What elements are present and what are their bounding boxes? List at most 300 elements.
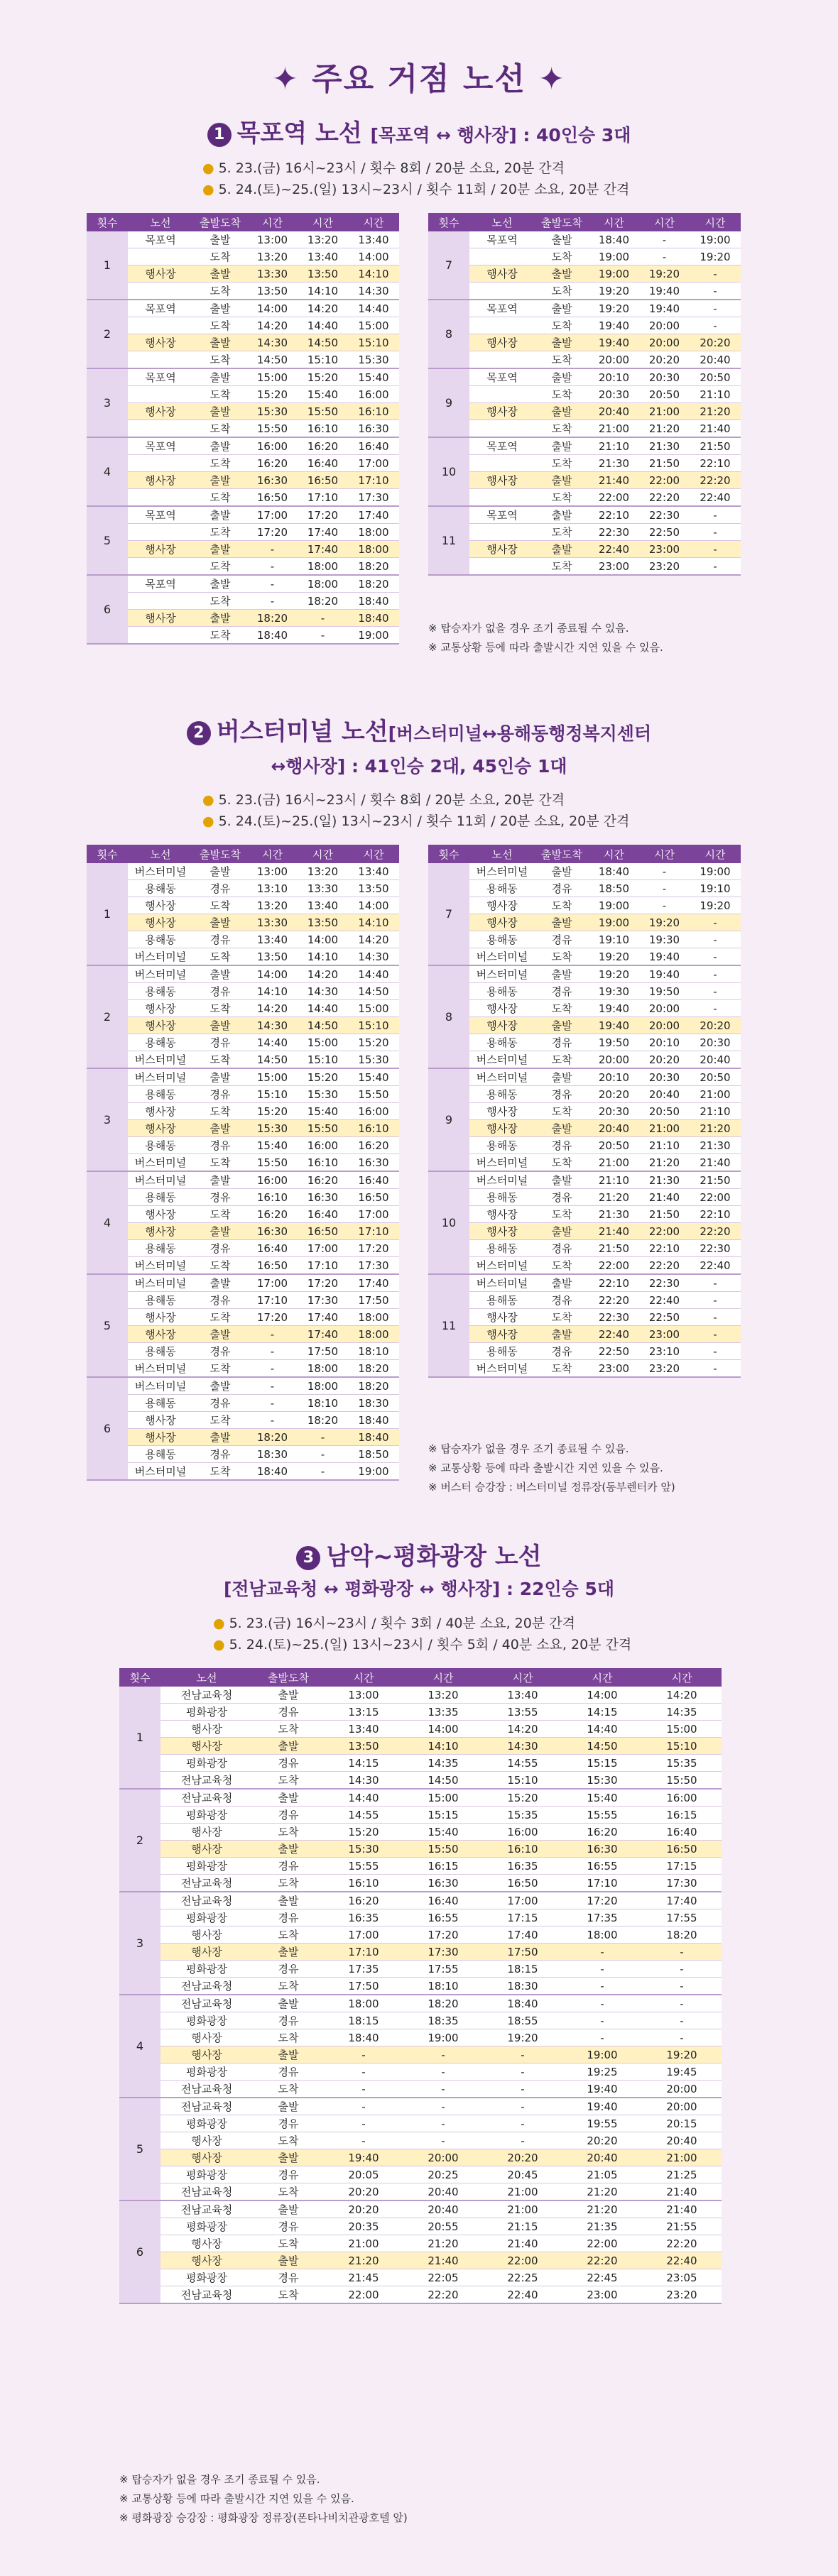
table-row [87, 283, 399, 300]
table-cell: 18:50 [348, 1446, 399, 1463]
table-row [87, 1412, 399, 1429]
table-cell: 16:10 [298, 1154, 348, 1172]
info-text: 5. 23.(금) 16시~23시 / 횟수 3회 / 40분 소요, 20분 간격 [229, 1616, 575, 1631]
table-row [87, 317, 399, 334]
table-cell: 15:30 [247, 403, 298, 420]
table-row [428, 897, 741, 914]
table-cell: 16:35 [324, 1909, 403, 1926]
note-line: ※ 평화광장 승강장 : 평화광장 정류장(폰타나비치관광호텔 앞) [119, 2511, 408, 2524]
table-cell: 경유 [535, 1137, 589, 1154]
table-cell: 버스터미널 [128, 1463, 193, 1481]
table-row [428, 1000, 741, 1017]
table-cell: 19:55 [562, 2115, 642, 2132]
table-cell: 출발 [535, 1223, 589, 1240]
table-cell: 행사장 [128, 897, 193, 914]
table-cell: 16:55 [403, 1909, 483, 1926]
table-cell: 14:50 [403, 1772, 483, 1790]
table-cell: 15:10 [642, 1738, 722, 1755]
table-cell: 17:35 [324, 1961, 403, 1978]
table-row [87, 1274, 399, 1292]
info-line [202, 811, 629, 832]
table-cell: 17:55 [642, 1909, 722, 1926]
table-cell: 버스터미널 [128, 1154, 193, 1172]
table-cell: 19:50 [589, 1034, 639, 1051]
table-row [87, 420, 399, 438]
table-row [428, 1343, 741, 1360]
table-cell: 19:20 [589, 300, 639, 317]
column-header: 횟수 [428, 845, 469, 863]
column-header: 노선 [469, 845, 535, 863]
table-row [119, 1961, 722, 1978]
table-cell: 22:00 [589, 489, 639, 507]
table-cell: 전남교육청 [160, 1772, 253, 1790]
table-row [87, 300, 399, 317]
table-row [87, 610, 399, 627]
table-cell: 22:05 [403, 2269, 483, 2286]
table-cell: 22:10 [690, 455, 741, 472]
table-cell: 20:40 [589, 1120, 639, 1137]
column-header: 시간 [247, 213, 298, 231]
table-cell: 19:40 [589, 317, 639, 334]
table-row [428, 541, 741, 558]
table-cell: 도착 [535, 386, 589, 403]
table-cell: 도착 [253, 1772, 324, 1790]
table-cell: 15:20 [247, 1103, 298, 1120]
table-cell: 14:40 [298, 317, 348, 334]
table-cell: 행사장 [128, 1412, 193, 1429]
table-cell: 21:00 [589, 420, 639, 438]
table-cell: 14:20 [247, 1000, 298, 1017]
table-cell: 출발 [253, 2252, 324, 2269]
section-2-notes [428, 1440, 675, 1497]
column-header: 시간 [639, 845, 690, 863]
table-cell: 14:40 [324, 1789, 403, 1807]
table-cell: 16:10 [247, 1189, 298, 1206]
trip-number: 2 [87, 965, 128, 1068]
table-cell: 14:00 [562, 1687, 642, 1704]
table-cell: 17:40 [348, 1274, 399, 1292]
table-cell: 17:40 [642, 1892, 722, 1909]
table-cell: 18:10 [298, 1395, 348, 1412]
table-cell: 15:00 [298, 1034, 348, 1051]
table-row [428, 1154, 741, 1172]
table-cell: 14:15 [562, 1704, 642, 1721]
table-cell: 용해동 [469, 1240, 535, 1257]
table-cell: - [403, 2098, 483, 2115]
table-row [87, 863, 399, 880]
note-line: ※ 탑승자가 없을 경우 조기 종료될 수 있음. [428, 622, 629, 635]
trip-number: 3 [87, 1068, 128, 1171]
table-row [87, 1137, 399, 1154]
table-cell: - [562, 1944, 642, 1961]
table-cell: 경유 [193, 1086, 247, 1103]
table-cell: 버스터미널 [469, 1360, 535, 1378]
column-header: 출발도착 [535, 845, 589, 863]
table-row [87, 351, 399, 369]
table-cell: 23:00 [589, 1360, 639, 1378]
table-cell: 18:15 [324, 2012, 403, 2029]
table-row [87, 1068, 399, 1086]
table-cell: 16:20 [348, 1137, 399, 1154]
trip-number: 6 [119, 2200, 160, 2303]
route-1-timetable-right [428, 213, 741, 576]
table-cell: 14:20 [642, 1687, 722, 1704]
table-cell: - [403, 2081, 483, 2098]
table-cell [469, 351, 535, 369]
table-row [87, 1395, 399, 1412]
table-cell: - [298, 610, 348, 627]
table-cell: 도착 [253, 1926, 324, 1944]
table-cell: 21:00 [642, 2149, 722, 2166]
table-cell: 버스터미널 [128, 1068, 193, 1086]
table-cell: 도착 [193, 627, 247, 645]
table-cell: 22:00 [639, 1223, 690, 1240]
table-cell: 도착 [253, 2235, 324, 2252]
table-cell: 15:20 [298, 1068, 348, 1086]
table-cell: 15:30 [348, 1051, 399, 1069]
table-row [87, 1360, 399, 1378]
table-row [428, 1017, 741, 1034]
table-row [119, 2115, 722, 2132]
table-cell: 16:30 [247, 472, 298, 489]
table-cell: - [483, 2081, 562, 2098]
section-2-title [0, 716, 838, 783]
route-3-timetable [119, 1668, 722, 2304]
table-cell: 버스터미널 [469, 1257, 535, 1275]
table-cell: 행사장 [160, 2132, 253, 2149]
table-row [87, 265, 399, 283]
table-cell: 15:40 [247, 1137, 298, 1154]
table-cell: 도착 [253, 1875, 324, 1892]
section-1-notes [428, 619, 663, 657]
table-cell: 17:20 [247, 524, 298, 541]
table-cell: 버스터미널 [128, 1171, 193, 1189]
table-cell: - [247, 541, 298, 558]
table-cell: 13:55 [483, 1704, 562, 1721]
table-cell: 22:20 [589, 1292, 639, 1309]
note-line: ※ 교통상황 등에 따라 출발시간 지연 있을 수 있음. [428, 641, 663, 654]
trip-number: 1 [87, 231, 128, 300]
route-1-timetable-left [87, 213, 399, 645]
table-cell: 16:50 [642, 1841, 722, 1858]
table-cell: 22:30 [589, 524, 639, 541]
table-cell: 17:30 [298, 1292, 348, 1309]
table-cell: 평화광장 [160, 2063, 253, 2081]
table-cell: 16:10 [348, 403, 399, 420]
table-cell: 행사장 [469, 897, 535, 914]
column-header: 노선 [469, 213, 535, 231]
section-2-subtitle-2: ↔행사장] : 41인승 2대, 45인승 1대 [271, 756, 567, 777]
table-cell: 23:20 [639, 1360, 690, 1378]
table-cell: 21:40 [483, 2235, 562, 2252]
table-cell: 22:45 [562, 2269, 642, 2286]
table-cell: 17:30 [348, 1257, 399, 1275]
table-cell: 출발 [535, 403, 589, 420]
table-cell: 21:50 [639, 455, 690, 472]
table-cell [128, 524, 193, 541]
info-text: 5. 23.(금) 16시~23시 / 횟수 8회 / 20분 소요, 20분 간격 [218, 792, 565, 808]
table-cell: - [690, 265, 741, 283]
table-row [119, 1738, 722, 1755]
table-cell [128, 455, 193, 472]
table-cell: 행사장 [469, 403, 535, 420]
table-cell: 20:00 [589, 1051, 639, 1069]
table-cell: 18:40 [483, 1995, 562, 2012]
table-cell: 행사장 [160, 1738, 253, 1755]
table-cell: 16:00 [642, 1789, 722, 1807]
table-cell: 출발 [193, 300, 247, 317]
table-cell: 22:40 [690, 1257, 741, 1275]
table-cell: 19:00 [348, 1463, 399, 1481]
column-header: 노선 [128, 845, 193, 863]
table-cell: 19:00 [562, 2046, 642, 2063]
table-row [428, 1274, 741, 1292]
section-1-subtitle: [목포역 ↔ 행사장] : 40인승 3대 [370, 125, 631, 146]
table-cell: 16:20 [562, 1824, 642, 1841]
table-cell: 20:40 [589, 403, 639, 420]
column-header: 시간 [403, 1668, 483, 1687]
table-cell: 목포역 [469, 437, 535, 455]
column-header: 횟수 [87, 213, 128, 231]
table-cell: 21:20 [639, 1154, 690, 1172]
table-cell: 14:40 [247, 1034, 298, 1051]
table-cell: - [247, 1326, 298, 1343]
table-cell: 19:00 [589, 914, 639, 931]
table-cell: 22:40 [639, 1292, 690, 1309]
table-cell: 경유 [193, 1446, 247, 1463]
table-cell: 용해동 [469, 931, 535, 948]
table-cell: 도착 [193, 897, 247, 914]
table-cell: 경유 [253, 1755, 324, 1772]
table-cell: 20:40 [642, 2132, 722, 2149]
table-cell: 20:20 [483, 2149, 562, 2166]
table-cell: 20:30 [639, 368, 690, 386]
table-cell [469, 317, 535, 334]
table-cell: 15:10 [298, 1051, 348, 1069]
table-header-row [428, 845, 741, 863]
table-cell: 도착 [535, 455, 589, 472]
table-cell: 23:00 [639, 1326, 690, 1343]
table-cell: - [298, 1446, 348, 1463]
table-cell: 13:50 [247, 283, 298, 300]
table-cell: 20:00 [589, 351, 639, 369]
table-cell: 22:20 [562, 2252, 642, 2269]
column-header: 횟수 [428, 213, 469, 231]
table-cell: 22:10 [639, 1240, 690, 1257]
table-cell: 출발 [535, 965, 589, 983]
table-cell: 20:20 [324, 2183, 403, 2201]
table-cell: 도착 [535, 558, 589, 576]
table-row [119, 1824, 722, 1841]
table-cell: 18:00 [348, 524, 399, 541]
table-cell: 19:20 [483, 2029, 562, 2046]
table-cell: 20:00 [639, 317, 690, 334]
table-cell: 도착 [193, 420, 247, 438]
table-cell: - [690, 558, 741, 576]
table-cell: 14:35 [642, 1704, 722, 1721]
table-cell: 18:20 [348, 575, 399, 593]
table-cell: 경유 [193, 880, 247, 897]
table-cell: - [639, 248, 690, 265]
table-cell: - [690, 1309, 741, 1326]
table-cell: 용해동 [128, 1189, 193, 1206]
section-1-info [202, 158, 629, 200]
table-cell: 도착 [193, 283, 247, 300]
table-row [87, 1171, 399, 1189]
table-cell: 20:40 [690, 351, 741, 369]
table-cell: 17:10 [348, 472, 399, 489]
table-cell: - [562, 1995, 642, 2012]
table-cell: 14:30 [247, 1017, 298, 1034]
table-cell: 17:00 [348, 455, 399, 472]
table-cell: 행사장 [160, 1944, 253, 1961]
table-row [428, 231, 741, 248]
table-cell: 16:00 [298, 1137, 348, 1154]
table-cell: 용해동 [469, 1086, 535, 1103]
table-cell: 21:30 [589, 1206, 639, 1223]
table-cell: 14:50 [562, 1738, 642, 1755]
table-cell: 행사장 [128, 1000, 193, 1017]
table-cell: - [642, 2012, 722, 2029]
table-cell: 15:40 [298, 1103, 348, 1120]
table-cell: 용해동 [469, 880, 535, 897]
table-row [87, 1292, 399, 1309]
table-cell: 16:30 [348, 420, 399, 438]
table-cell: 13:30 [298, 880, 348, 897]
table-cell: 14:30 [298, 983, 348, 1000]
table-cell: 용해동 [469, 1292, 535, 1309]
table-row [87, 541, 399, 558]
table-cell: 21:50 [690, 437, 741, 455]
table-cell: 20:40 [690, 1051, 741, 1069]
table-cell: - [642, 1995, 722, 2012]
table-cell: 16:00 [247, 437, 298, 455]
table-cell: 행사장 [128, 1429, 193, 1446]
table-cell: 14:40 [562, 1721, 642, 1738]
table-cell: 14:10 [348, 914, 399, 931]
table-cell: 21:05 [562, 2166, 642, 2183]
table-cell: 21:40 [589, 472, 639, 489]
table-cell: 15:35 [483, 1807, 562, 1824]
table-cell: 20:40 [403, 2183, 483, 2201]
table-cell: 16:50 [348, 1189, 399, 1206]
table-row [87, 524, 399, 541]
table-cell: - [562, 2012, 642, 2029]
table-cell: 버스터미널 [469, 965, 535, 983]
column-header: 시간 [642, 1668, 722, 1687]
table-cell: 18:00 [324, 1995, 403, 2012]
section-2-number: 2 [187, 721, 211, 745]
table-cell: 경유 [253, 1807, 324, 1824]
table-cell: 행사장 [469, 1309, 535, 1326]
table-cell: 15:15 [562, 1755, 642, 1772]
table-cell: 19:20 [589, 948, 639, 966]
table-cell: 출발 [253, 1687, 324, 1704]
table-cell: 17:50 [324, 1978, 403, 1995]
table-row [428, 1240, 741, 1257]
info-text: 5. 24.(토)~25.(일) 13시~23시 / 횟수 5회 / 40분 소요, 20분 간격 [229, 1637, 632, 1653]
table-cell: 용해동 [469, 1034, 535, 1051]
table-cell: 21:55 [642, 2218, 722, 2235]
table-row [87, 506, 399, 524]
table-cell: 전남교육청 [160, 1687, 253, 1704]
table-cell: 경유 [535, 1292, 589, 1309]
table-cell: 13:20 [247, 897, 298, 914]
table-cell: 평화광장 [160, 1755, 253, 1772]
table-row [87, 897, 399, 914]
table-cell: 버스터미널 [469, 863, 535, 880]
table-cell: 행사장 [128, 1206, 193, 1223]
table-cell: 19:45 [642, 2063, 722, 2081]
table-cell: 행사장 [160, 2149, 253, 2166]
table-row [87, 1206, 399, 1223]
table-cell: 21:30 [639, 437, 690, 455]
table-header-row [87, 845, 399, 863]
table-cell: 행사장 [469, 334, 535, 351]
table-cell: 전남교육청 [160, 1978, 253, 1995]
table-cell: 출발 [193, 1068, 247, 1086]
table-cell: - [483, 2115, 562, 2132]
table-cell: 18:50 [589, 880, 639, 897]
table-header-row [87, 213, 399, 231]
table-row [428, 1257, 741, 1275]
table-cell: - [642, 1944, 722, 1961]
table-cell: 경유 [535, 983, 589, 1000]
trip-number: 5 [87, 506, 128, 575]
info-text: 5. 23.(금) 16시~23시 / 횟수 8회 / 20분 소요, 20분 간격 [218, 160, 565, 176]
table-row [428, 1309, 741, 1326]
table-cell: 15:00 [348, 317, 399, 334]
table-cell: 경유 [193, 1034, 247, 1051]
table-row [428, 368, 741, 386]
section-3-title-line [0, 1540, 838, 1573]
table-row [119, 1772, 722, 1790]
table-row [87, 948, 399, 966]
table-cell: 경유 [535, 1240, 589, 1257]
table-cell: 13:20 [298, 231, 348, 248]
table-cell: 16:40 [348, 1171, 399, 1189]
table-cell: 출발 [193, 1223, 247, 1240]
bullet-icon: ● [213, 1616, 225, 1631]
table-cell: 16:20 [247, 455, 298, 472]
table-cell: 21:20 [690, 403, 741, 420]
table-cell: 20:10 [589, 368, 639, 386]
table-cell: 출발 [193, 231, 247, 248]
table-cell: - [639, 880, 690, 897]
table-row [428, 420, 741, 438]
table-cell: - [642, 1978, 722, 1995]
table-cell: 도착 [193, 1206, 247, 1223]
table-cell: 14:10 [348, 265, 399, 283]
table-cell: 출발 [535, 472, 589, 489]
table-cell: 20:20 [639, 1051, 690, 1069]
table-cell: 18:20 [642, 1926, 722, 1944]
table-cell: 15:40 [562, 1789, 642, 1807]
section-3-name: 남악~평화광장 노선 [326, 1542, 542, 1571]
table-row [119, 2029, 722, 2046]
table-cell: 20:20 [639, 351, 690, 369]
table-cell: 23:05 [642, 2269, 722, 2286]
table-row [428, 403, 741, 420]
table-cell: 21:25 [642, 2166, 722, 2183]
table-cell: 19:00 [690, 231, 741, 248]
table-cell: 행사장 [128, 334, 193, 351]
table-header-row [119, 1668, 722, 1687]
trip-number: 10 [428, 437, 469, 506]
note-line: ※ 교통상황 등에 따라 출발시간 지연 있을 수 있음. [428, 1462, 663, 1474]
table-cell: 행사장 [128, 1223, 193, 1240]
table-cell: 행사장 [160, 2046, 253, 2063]
